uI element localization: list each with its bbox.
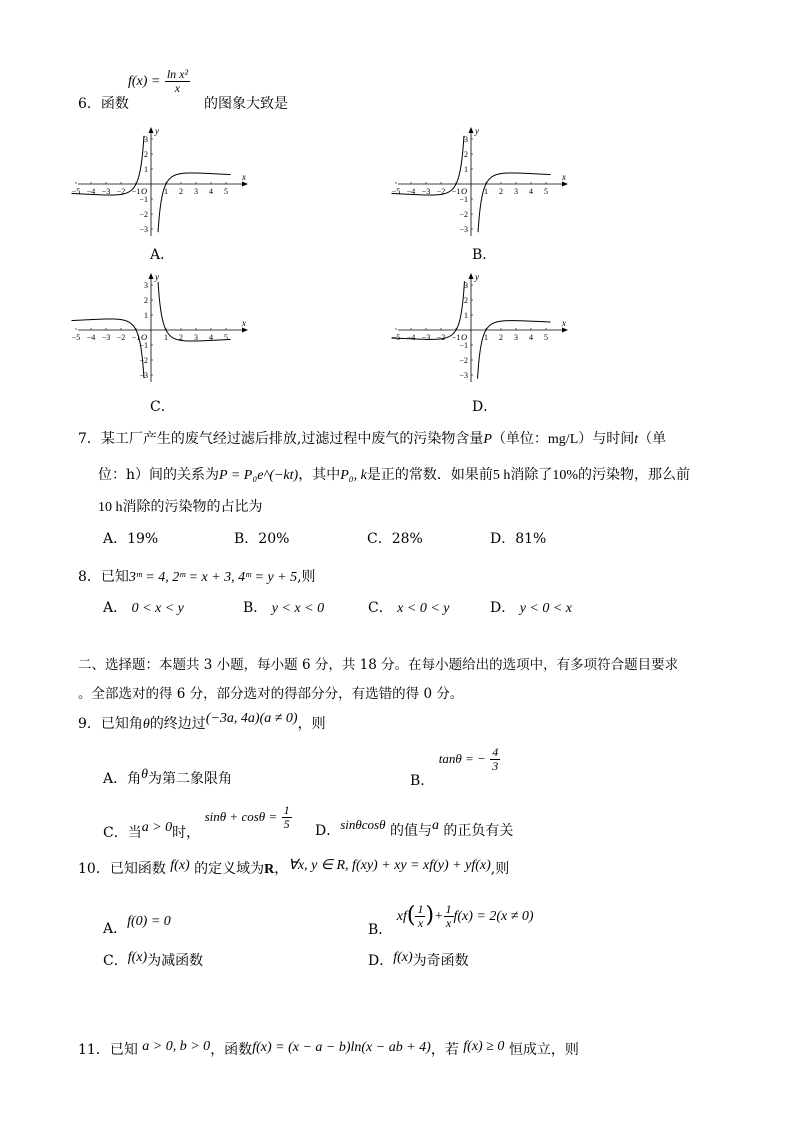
option-text: 时， [172,825,201,842]
option-label: C．当 [103,825,142,842]
x-tick-label: 1 [484,333,488,342]
q8-option-a[interactable] [103,597,184,617]
q6-func-fraction [165,68,190,94]
q7-line1 [78,428,666,448]
option-expr: 0 < x < y [131,601,184,616]
q7-option-a[interactable]: A．19% [103,531,159,547]
section-heading: 二、选择题：本题共 3 小题，每小题 6 分，共 18 分。在每小题给出的选项中，有多项符合题目要求 [78,657,679,673]
y-axis-label: y [155,126,159,136]
option-label: C． [368,600,393,616]
y-tick-label: 3 [464,281,468,290]
x-tick-label: 3 [514,187,518,196]
option-label: A． [103,921,128,937]
q11-condition: a > 0, b > 0 [142,1039,211,1054]
x-tick-label: −2 [436,333,446,342]
x-tick-label: −1 [131,333,141,342]
origin-label: O [461,186,468,196]
q8-suffix: ,则 [297,569,316,585]
option-expr: f(x) = 2(x ≠ 0) [453,909,534,924]
curve-left-branch [72,319,144,378]
q10-comma: ， [274,861,289,877]
q9-mid: 的终边过 [149,716,206,732]
q10-b-frac2 [444,903,454,929]
q7-text: 位：h）间的关系为 [98,467,220,483]
y-axis-arrow [469,127,474,133]
x-tick-label: −2 [116,187,126,196]
function-graph-svg [391,272,570,384]
x-tick-label: −2 [116,333,126,342]
curve-right-branch [158,173,230,232]
q6-func-den: x [174,80,181,95]
q9-option-c[interactable] [103,803,292,842]
x-tick-label: −5 [391,333,401,342]
y-tick-label: 3 [144,281,148,290]
q10-option-d[interactable] [368,950,469,970]
option-text: 为减函数 [147,953,204,969]
x-tick-label: 5 [224,187,228,196]
q6-func-lhs: f(x) = [128,74,161,90]
q9-prefix: 9．已知角 [78,716,143,732]
option-label: A．角 [103,771,142,787]
x-tick-label: 4 [529,333,533,342]
den: x [417,915,424,930]
q7-text: 的污染物，那么前 [578,467,691,483]
paren-close: ) [425,903,435,928]
q11-stem [78,1039,579,1059]
num: 1 [417,901,424,916]
num: 4 [492,745,499,759]
option-b-label[interactable]: B． [472,247,497,263]
x-tick-label: −4 [86,187,96,196]
x-tick-label: −4 [406,187,416,196]
q11-function: f(x) = (x − a − b)ln(x − ab + 4) [252,1040,431,1055]
function-graph-svg [71,126,250,238]
y-tick-label: 2 [464,150,468,159]
x-axis-label: x [562,172,566,182]
q8-stem [78,566,316,586]
y-tick-label: −3 [139,225,148,234]
q7-option-b[interactable]: B．20% [234,531,290,547]
y-tick-label: −2 [459,356,468,365]
q9-b-fraction [490,746,500,772]
x-axis-label: x [562,318,566,328]
q8-option-c[interactable] [368,597,450,617]
q9-suffix: ，则 [297,716,326,732]
x-axis-label: x [242,318,246,328]
option-text: 为第二象限角 [148,771,233,787]
x-tick-label: 2 [179,187,183,196]
x-axis-label: x [242,172,246,182]
x-tick-label: 1 [164,333,168,342]
x-axis-arrow [562,182,568,187]
y-axis-label: y [475,126,479,136]
x-tick-label: −3 [421,333,431,342]
y-tick-label: −2 [139,210,148,219]
x-tick-label: 1 [484,187,488,196]
q10-option-b[interactable] [368,895,534,938]
q7-line3 [98,496,263,516]
function-graph-svg [391,126,570,238]
y-tick-label: 1 [464,311,468,320]
option-text: 为奇函数 [412,953,469,969]
function-graph-svg [71,272,250,384]
y-tick-label: −1 [139,195,148,204]
graph-d [391,272,570,384]
q6-function [128,68,190,94]
option-c-label[interactable]: C． [150,399,175,415]
q11-mid2: ，若 [430,1042,459,1058]
origin-label: O [461,332,468,342]
q10-b-frac1 [415,903,425,929]
q10-suffix: ,则 [490,861,510,877]
y-tick-label: 2 [464,296,468,305]
x-tick-label: −5 [71,333,81,342]
y-tick-label: −3 [459,371,468,380]
plus: + [434,909,444,924]
num: 1 [445,901,452,916]
origin-label: O [141,186,148,196]
q10-R: R [264,862,275,877]
q10-mid: 的定义域为 [194,861,265,877]
q6-func-num: ln x² [166,67,189,81]
x-tick-label: 1 [164,187,168,196]
den: 5 [283,816,290,831]
q7-option-c[interactable]: C．28% [367,531,423,547]
x-tick-label: −3 [101,187,111,196]
option-label: B． [243,600,268,616]
x-tick-label: 5 [544,333,548,342]
q7-line2 [98,464,690,484]
q7-text: ，其中 [298,467,341,483]
curve-left-branch [392,281,465,339]
var-a: a [431,818,439,833]
x-tick-label: −5 [391,187,401,196]
q7-10pct: 10% [552,468,579,483]
graph-c [71,272,250,384]
den: x [445,915,452,930]
q9-c-fraction [282,804,292,830]
y-axis-label: y [475,272,479,282]
y-tick-label: 2 [144,296,148,305]
x-tick-label: 3 [514,333,518,342]
y-tick-label: −1 [459,341,468,350]
q7-text: （单 [638,431,667,447]
q7-text: ）与时间 [578,431,635,447]
x-tick-label: −2 [436,187,446,196]
x-axis-arrow [242,328,248,333]
x-tick-label: 4 [209,333,213,342]
q7-text: 7．某工厂产生的废气经过滤后排放,过滤过程中废气的污染物含量 [78,431,484,447]
q8-prefix: 8．已知 [78,569,129,585]
option-label: B． [410,773,435,790]
q7-var-t: t [634,432,639,447]
q9-point: (−3a, 4a)(a ≠ 0) [205,711,298,726]
y-tick-label: −1 [459,195,468,204]
q8-option-d[interactable] [490,597,572,617]
y-tick-label: −2 [459,210,468,219]
q7-formula: P = P₀e^(−kt) [219,468,299,483]
q7-consts: P₀, k [340,468,367,483]
y-tick-label: 1 [144,165,148,174]
q8-option-b[interactable] [243,597,324,617]
option-expr: tanθ = − [438,751,486,767]
x-tick-label: 4 [209,187,213,196]
q11-inequality: f(x) ≥ 0 [463,1039,505,1054]
y-tick-label: −3 [139,371,148,380]
q7-5h: 5 h [492,468,511,483]
q9-option-a[interactable] [103,768,232,788]
option-text: 的正负有关 [443,823,514,839]
option-expr: x < 0 < y [397,601,450,616]
x-tick-label: 5 [544,187,548,196]
cond: a > 0 [141,820,173,836]
graph-b [391,126,570,238]
question-number: 6． [78,96,101,112]
curve-right-branch [478,173,550,232]
x-tick-label: 2 [499,187,503,196]
curve-right-branch [478,321,551,379]
option-label: A． [103,600,128,616]
fx: f(x) [127,950,148,965]
x-tick-label: 2 [179,333,183,342]
x-tick-label: −3 [421,187,431,196]
y-tick-label: 3 [464,135,468,144]
q7-var-p: P [483,432,492,447]
x-tick-label: 3 [194,187,198,196]
paren-open: ( [406,903,416,928]
x-tick-label: −5 [71,187,81,196]
num: 1 [283,803,290,817]
y-tick-label: −2 [139,356,148,365]
x-axis-arrow [562,328,568,333]
y-tick-label: 2 [144,150,148,159]
x-axis-arrow [242,182,248,187]
option-expr: y < x < 0 [271,601,325,616]
q10-option-c[interactable] [103,950,203,970]
q7-text: 是正的常数．如果前 [366,467,493,483]
q7-text: （单位： [491,431,548,447]
q11-prefix: 11．已知 [78,1042,138,1058]
y-tick-label: −1 [139,341,148,350]
q7-unit: mg/L [547,432,579,447]
y-tick-label: −3 [459,225,468,234]
q7-10h: 10 h [98,500,123,515]
option-label: D． [315,823,341,839]
x-tick-label: −4 [406,333,416,342]
q10-condition: ∀x, y ∈ R, f(xy) + xy = xf(y) + yf(x) [288,858,491,873]
q7-option-d[interactable]: D．81% [490,531,547,547]
q10-stem [78,858,509,878]
q6-stem [78,93,129,113]
x-tick-label: 4 [529,187,533,196]
q7-text: 消除了 [510,467,553,483]
y-tick-label: 3 [144,135,148,144]
option-expr: y < 0 < x [519,601,573,616]
option-label: D． [368,953,394,969]
x-tick-label: −1 [451,187,461,196]
y-axis-arrow [469,273,474,279]
q11-mid: ，函数 [210,1042,253,1058]
q11-suffix: 恒成立，则 [508,1042,579,1058]
q7-text: 消除的污染物的占比为 [122,499,263,515]
q9-theta: θ [142,717,150,732]
q9-stem [78,713,326,733]
option-d-label[interactable]: D． [472,399,498,415]
q10-fx: f(x) [170,858,190,873]
y-axis-arrow [149,127,154,133]
y-axis-arrow [149,273,154,279]
origin-label: O [141,332,148,342]
q10-prefix: 10．已知函数 [78,861,166,877]
q6-suffix: 的图象大致是 [204,96,288,112]
den: 3 [492,758,499,773]
theta: θ [141,767,149,782]
section-heading-cont: 。全部选对的得 6 分，部分选对的得部分分，有选错的得 0 分。 [78,686,464,702]
q9-option-d[interactable] [315,817,514,840]
q6-prefix: 函数 [100,96,129,112]
option-expr: sinθcosθ [340,817,386,832]
x-tick-label: 2 [499,333,503,342]
graph-a [71,126,250,238]
x-tick-label: 3 [194,333,198,342]
fx: f(x) [393,950,413,965]
option-text: 的值与 [389,823,432,839]
option-expr: xf [396,909,407,924]
q9-option-b[interactable] [410,745,500,790]
x-tick-label: −3 [101,333,111,342]
option-expr: f(0) = 0 [127,914,171,929]
option-label: B． [368,922,393,938]
y-tick-label: 1 [144,311,148,320]
option-expr: sinθ + cosθ = [204,809,278,825]
option-label: D． [490,600,516,616]
x-tick-label: −1 [451,333,461,342]
x-tick-label: −4 [86,333,96,342]
y-tick-label: 1 [464,165,468,174]
q8-condition: 3ᵐ = 4, 2ᵐ = x + 3, 4ᵐ = y + 5 [128,570,298,585]
x-tick-label: −1 [131,187,141,196]
option-label: C． [103,953,128,969]
y-axis-label: y [155,272,159,282]
x-tick-label: 5 [224,333,228,342]
option-a-label[interactable]: A． [150,247,175,263]
q10-option-a[interactable] [103,910,171,937]
